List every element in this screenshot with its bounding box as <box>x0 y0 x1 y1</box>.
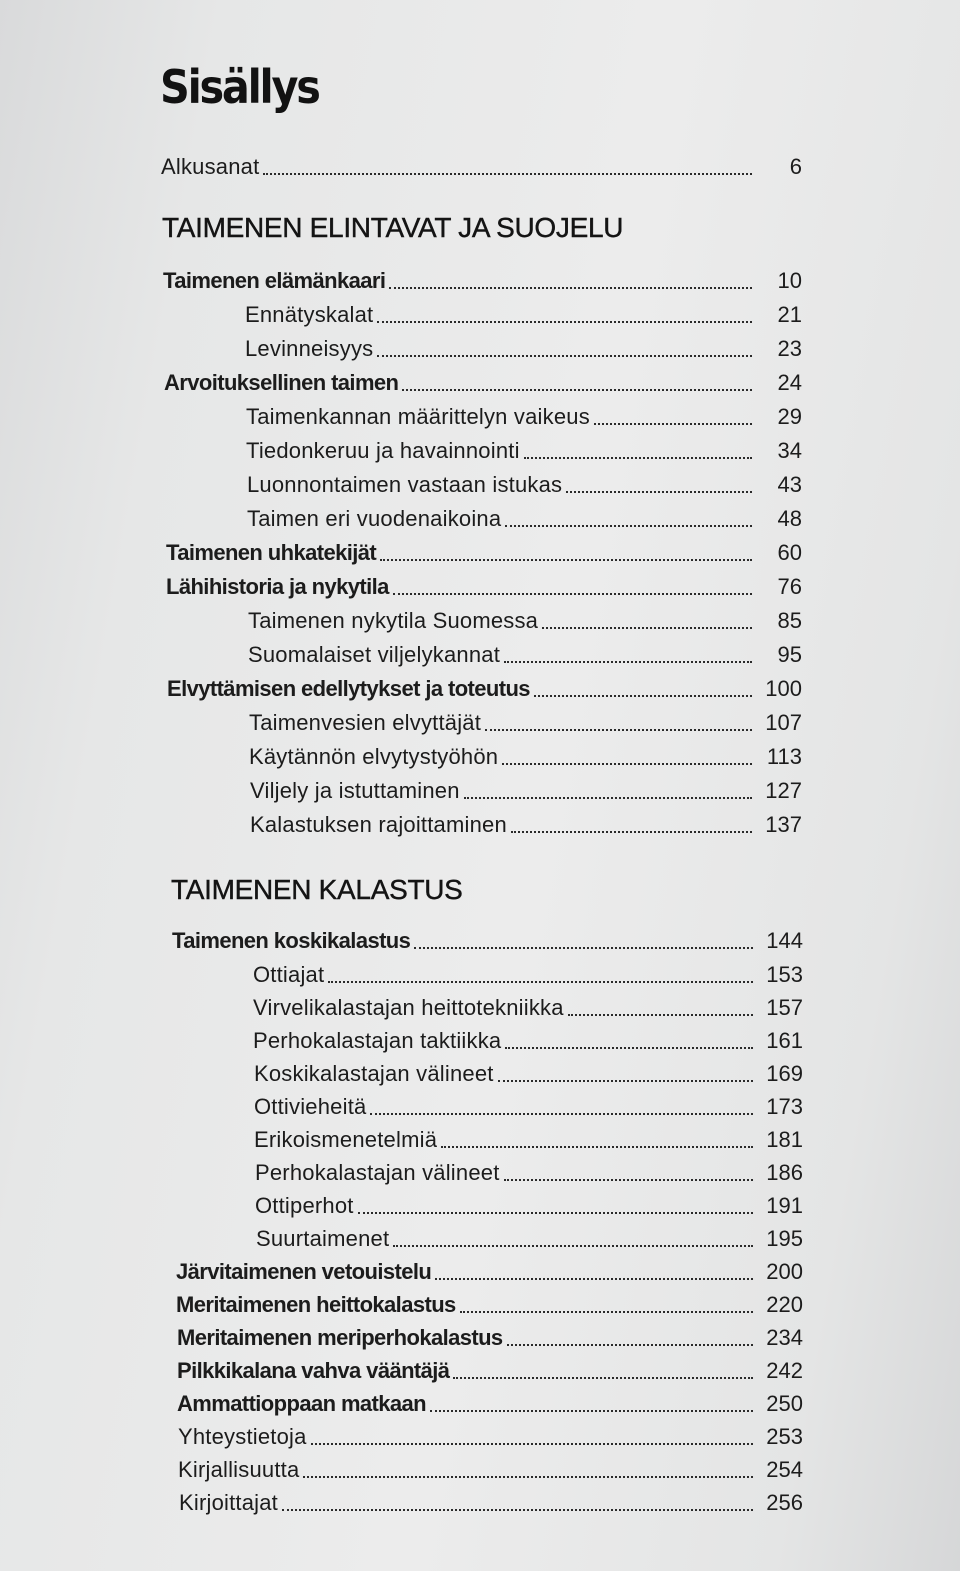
toc-entry[interactable] <box>249 704 802 736</box>
dot-leader <box>377 355 752 357</box>
toc-entry[interactable] <box>163 262 802 294</box>
toc-entry-label: Kalastuksen rajoittaminen <box>250 812 507 837</box>
toc-entry[interactable] <box>166 568 802 600</box>
dot-leader <box>511 831 752 833</box>
dot-leader <box>393 593 752 595</box>
toc-entry-preface[interactable] <box>161 148 802 180</box>
toc-entry-label: Luonnontaimen vastaan istukas <box>247 472 563 497</box>
toc-entry[interactable] <box>249 738 802 770</box>
toc-entry[interactable] <box>250 772 802 804</box>
dot-leader <box>505 525 752 527</box>
toc-entry[interactable] <box>177 1352 803 1384</box>
toc-entry[interactable] <box>166 534 802 566</box>
toc-entry[interactable] <box>176 1286 803 1318</box>
toc-entry-page: 191 <box>766 1193 803 1218</box>
toc-entry[interactable] <box>248 636 802 668</box>
dot-leader <box>414 947 753 949</box>
toc-entry-label: Taimenkannan määrittelyn vaikeus <box>246 404 590 429</box>
dot-leader <box>542 627 752 629</box>
dot-leader <box>504 1179 753 1181</box>
toc-entry-label: Taimenen elämänkaari <box>163 268 386 293</box>
toc-entry[interactable] <box>164 364 802 396</box>
toc-entry-page: 107 <box>765 710 802 735</box>
toc-entry-page: 95 <box>777 642 802 667</box>
toc-entry-page: 76 <box>777 574 802 599</box>
dot-leader <box>435 1278 753 1280</box>
toc-entry-label: Ennätyskalat <box>245 302 374 327</box>
toc-entry-label: Erikoismenetelmiä <box>254 1127 438 1152</box>
dot-leader <box>498 1080 753 1082</box>
toc-entry[interactable] <box>254 1055 803 1087</box>
toc-entry-page: 21 <box>777 302 802 327</box>
dot-leader <box>380 559 752 561</box>
dot-leader <box>430 1410 753 1412</box>
toc-entry-page: 85 <box>777 608 802 633</box>
toc-entry[interactable] <box>250 806 802 838</box>
toc-entry[interactable] <box>245 296 802 328</box>
toc-entry-label: Suomalaiset viljelykannat <box>248 642 501 667</box>
dot-leader <box>594 423 752 425</box>
toc-entry[interactable] <box>254 1088 803 1120</box>
toc-entry-label: Viljely ja istuttaminen <box>250 778 460 803</box>
toc-entry-label: Virvelikalastajan heittotekniikka <box>253 995 564 1020</box>
toc-entry[interactable] <box>179 1484 803 1516</box>
toc-entry[interactable] <box>253 956 803 988</box>
toc-entry-page: 234 <box>766 1325 803 1350</box>
toc-entry-label: Arvoituksellinen taimen <box>164 370 399 395</box>
toc-entry[interactable] <box>247 500 802 532</box>
dot-leader <box>377 321 752 323</box>
section-heading: TAIMENEN ELINTAVAT JA SUOJELU <box>162 212 624 243</box>
toc-entry[interactable] <box>178 1418 803 1450</box>
toc-entry-page: 48 <box>777 506 802 531</box>
toc-entry-page: 127 <box>765 778 802 803</box>
toc-entry-page: 200 <box>766 1259 803 1284</box>
toc-entry-label: Ottivieheitä <box>254 1094 367 1119</box>
toc-entry-label: Taimenen nykytila Suomessa <box>248 608 539 633</box>
toc-entry[interactable] <box>255 1154 803 1186</box>
dot-leader <box>263 173 752 175</box>
toc-entry-page: 169 <box>766 1061 803 1086</box>
toc-entry[interactable] <box>177 1385 803 1417</box>
toc-entry-page: 113 <box>766 744 802 769</box>
toc-entry-page: 43 <box>777 472 802 497</box>
section-heading: TAIMENEN KALASTUS <box>171 874 463 905</box>
dot-leader <box>303 1476 753 1478</box>
toc-entry-label: Elvyttämisen edellytykset ja toteutus <box>167 676 530 701</box>
dot-leader <box>464 797 752 799</box>
toc-entry[interactable] <box>178 1451 803 1483</box>
dot-leader <box>505 1047 753 1049</box>
dot-leader <box>370 1113 753 1115</box>
toc-entry-label: Taimenvesien elvyttäjät <box>249 710 482 735</box>
toc-entry-page: 173 <box>766 1094 803 1119</box>
toc-entry-label: Ottiajat <box>253 962 325 987</box>
toc-entry-label: Alkusanat <box>161 154 260 179</box>
dot-leader <box>311 1443 753 1445</box>
toc-entry-page: 181 <box>766 1127 803 1152</box>
toc-entry-label: Järvitaimenen vetouistelu <box>176 1259 432 1284</box>
toc-entry-page: 186 <box>766 1160 803 1185</box>
toc-entry-label: Käytännön elvytystyöhön <box>249 744 499 769</box>
dot-leader <box>328 981 753 983</box>
toc-entry-page: 242 <box>766 1358 803 1383</box>
toc-entry[interactable] <box>253 1022 803 1054</box>
toc-entry[interactable] <box>177 1319 803 1351</box>
toc-entry-page: 137 <box>765 812 802 837</box>
toc-entry-label: Pilkkikalana vahva vääntäjä <box>177 1358 450 1383</box>
toc-entry[interactable] <box>248 602 802 634</box>
toc-entry-label: Taimenen koskikalastus <box>172 928 411 953</box>
toc-entry-page: 161 <box>766 1028 803 1053</box>
toc-entry-label: Levinneisyys <box>245 336 374 361</box>
toc-entry-page: 256 <box>766 1490 803 1515</box>
toc-entry-label: Ammattioppaan matkaan <box>177 1391 427 1416</box>
toc-entry-label: Meritaimenen meriperhokalastus <box>177 1325 503 1350</box>
toc-entry-page: 157 <box>766 995 803 1020</box>
toc-entry-label: Suurtaimenet <box>256 1226 390 1251</box>
toc-entry-page: 144 <box>766 928 803 953</box>
dot-leader <box>566 491 752 493</box>
toc-entry[interactable] <box>254 1121 803 1153</box>
dot-leader <box>282 1509 753 1511</box>
toc-entry[interactable] <box>247 466 802 498</box>
toc-entry-label: Kirjoittajat <box>179 1490 278 1515</box>
toc-entry-page: 34 <box>777 438 802 463</box>
toc-entry-page: 29 <box>777 404 802 429</box>
toc-entry[interactable] <box>172 922 803 954</box>
toc-entry-label: Kirjallisuutta <box>178 1457 300 1482</box>
toc-entry[interactable] <box>255 1187 803 1219</box>
dot-leader <box>358 1212 753 1214</box>
toc-entry-page: 250 <box>766 1391 803 1416</box>
dot-leader <box>524 457 752 459</box>
toc-entry-page: 254 <box>766 1457 803 1482</box>
toc-entry[interactable] <box>176 1253 803 1285</box>
toc-entry-page: 6 <box>789 154 802 179</box>
dot-leader <box>568 1014 753 1016</box>
toc-entry[interactable] <box>246 432 802 464</box>
dot-leader <box>502 763 752 765</box>
toc-entry-label: Perhokalastajan välineet <box>255 1160 500 1185</box>
dot-leader <box>389 287 752 289</box>
toc-entry-page: 253 <box>766 1424 803 1449</box>
toc-entry[interactable] <box>245 330 802 362</box>
toc-entry-page: 153 <box>766 962 803 987</box>
toc-entry-label: Taimen eri vuodenaikoina <box>247 506 502 531</box>
page-title: Sisällys <box>160 60 319 114</box>
dot-leader <box>504 661 752 663</box>
dot-leader <box>393 1245 753 1247</box>
toc-entry-page: 195 <box>766 1226 803 1251</box>
toc-entry[interactable] <box>253 989 803 1021</box>
dot-leader <box>460 1311 753 1313</box>
dot-leader <box>441 1146 753 1148</box>
dot-leader <box>485 729 752 731</box>
dot-leader <box>402 389 752 391</box>
toc-entry[interactable] <box>256 1220 803 1252</box>
toc-entry-label: Taimenen uhkatekijät <box>166 540 377 565</box>
toc-entry-page: 60 <box>777 540 802 565</box>
toc-entry-label: Koskikalastajan välineet <box>254 1061 494 1086</box>
toc-entry-label: Tiedonkeruu ja havainnointi <box>246 438 520 463</box>
toc-entry-page: 220 <box>766 1292 803 1317</box>
toc-entry-page: 23 <box>777 336 802 361</box>
toc-entry-label: Meritaimenen heittokalastus <box>176 1292 456 1317</box>
toc-entry-label: Yhteystietoja <box>178 1424 307 1449</box>
toc-entry-page: 100 <box>765 676 802 701</box>
dot-leader <box>453 1377 753 1379</box>
dot-leader <box>507 1344 753 1346</box>
dot-leader <box>534 695 752 697</box>
toc-entry-page: 10 <box>777 268 802 293</box>
toc-entry-label: Perhokalastajan taktiikka <box>253 1028 502 1053</box>
toc-entry-page: 24 <box>777 370 802 395</box>
toc-entry[interactable] <box>167 670 802 702</box>
toc-entry-label: Ottiperhot <box>255 1193 354 1218</box>
toc-entry-label: Lähihistoria ja nykytila <box>166 574 389 599</box>
toc-entry[interactable] <box>246 398 802 430</box>
